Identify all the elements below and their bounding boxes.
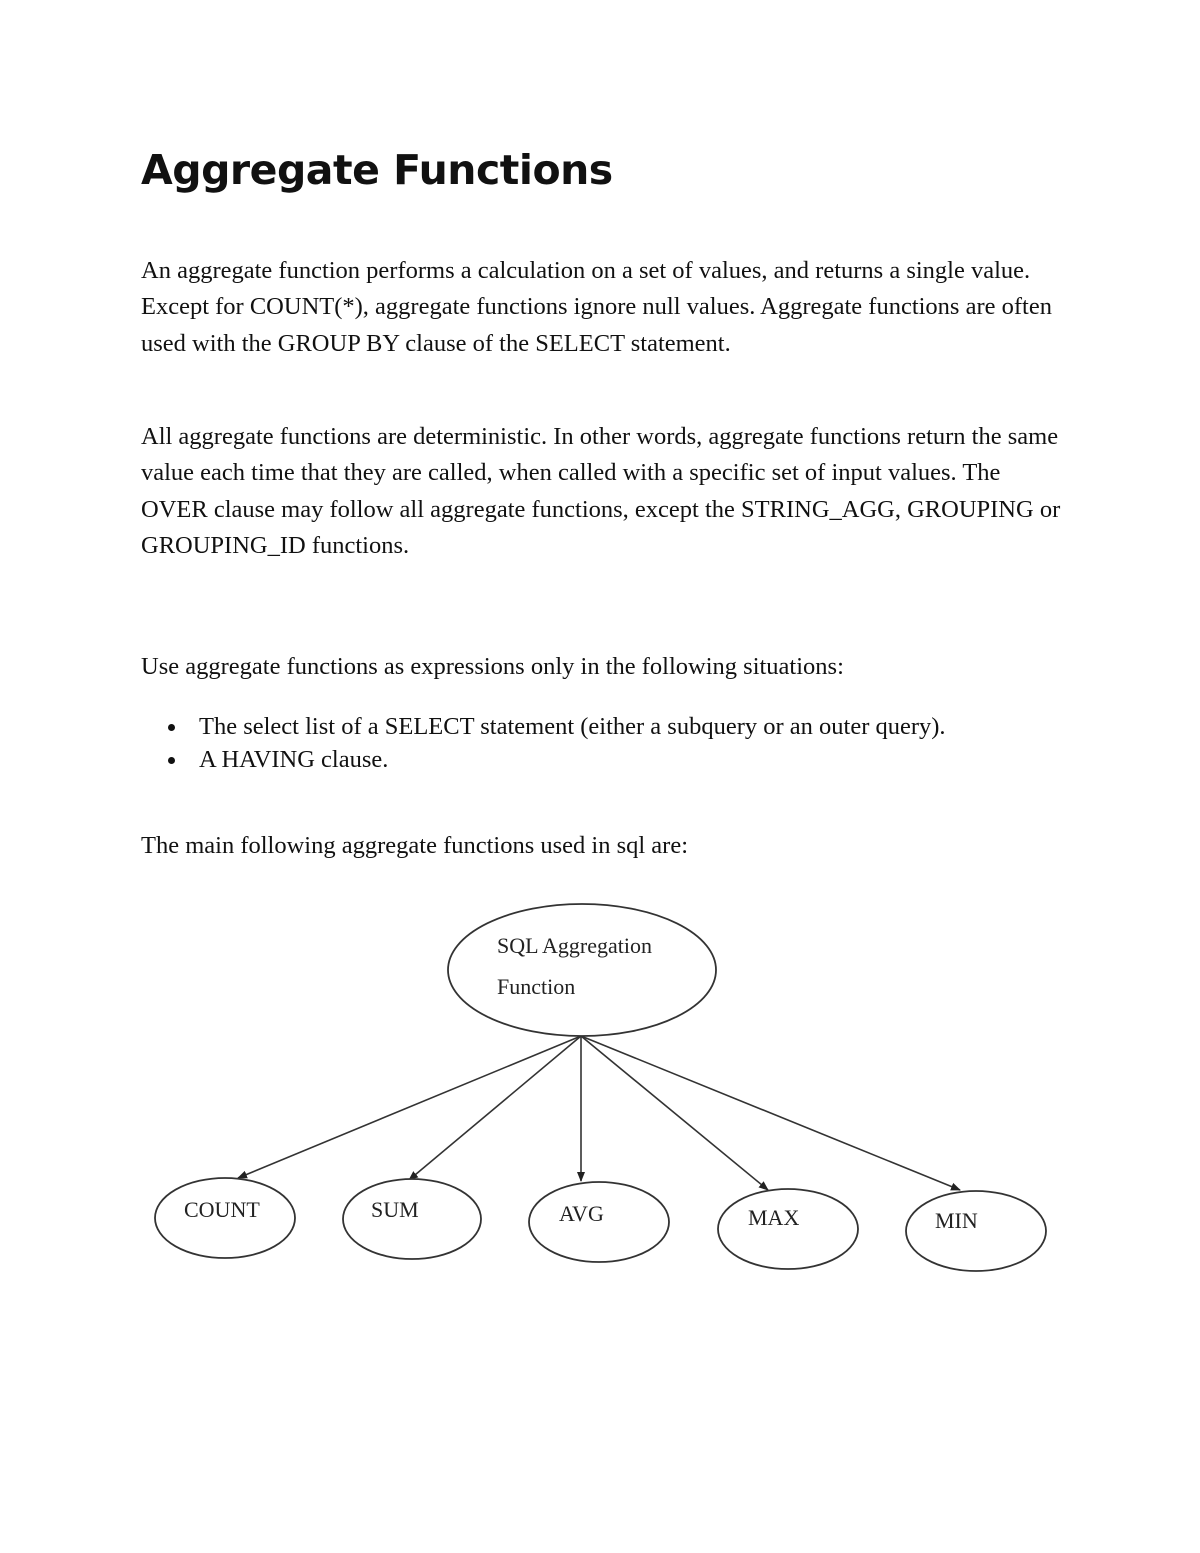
- child-node-label: MAX: [748, 1205, 800, 1230]
- deterministic-paragraph: All aggregate functions are deterministic. In other words, aggregate functions return the same value each time that they are called, when called with a specific set of input values. The OVER clause may follow all aggregate functions, except the STRING_AGG, GROUPING or GROUPING_ID functions.: [141, 423, 1061, 559]
- child-node-min: [906, 1191, 1046, 1271]
- child-node-count: [155, 1178, 295, 1258]
- usage-paragraph: Use aggregate functions as expressions only in the following situations:: [141, 653, 844, 680]
- root-node-label-line1: SQL Aggregation: [497, 933, 652, 958]
- edge-to-sum: [409, 1036, 581, 1180]
- diagram-edges: [238, 1036, 960, 1190]
- list-item-text: A HAVING clause.: [199, 746, 389, 773]
- child-node-avg: [529, 1182, 669, 1262]
- root-node-ellipse: [448, 904, 716, 1036]
- list-item-text: The select list of a SELECT statement (either a subquery or an outer query).: [199, 713, 946, 740]
- page-title: Aggregate Functions: [141, 146, 613, 194]
- child-node-label: AVG: [559, 1201, 604, 1226]
- root-node: [448, 904, 716, 1036]
- functions-intro-paragraph: The main following aggregate functions used in sql are:: [141, 832, 689, 859]
- root-node-label-line2: Function: [497, 974, 576, 999]
- edge-to-min: [581, 1036, 960, 1190]
- edge-to-max: [581, 1036, 768, 1190]
- child-node-max: [718, 1189, 858, 1269]
- edge-to-count: [238, 1036, 581, 1178]
- intro-paragraph: An aggregate function performs a calculation on a set of values, and returns a single value. Except for COUNT(*), aggregate functions ignore null values. Aggregate functions are often used with the GROUP BY clause of the SELECT statement.: [141, 257, 1052, 357]
- child-node-label: MIN: [935, 1208, 978, 1233]
- child-node-label: COUNT: [184, 1197, 260, 1222]
- child-node-sum: [343, 1179, 481, 1259]
- child-node-label: SUM: [371, 1197, 419, 1222]
